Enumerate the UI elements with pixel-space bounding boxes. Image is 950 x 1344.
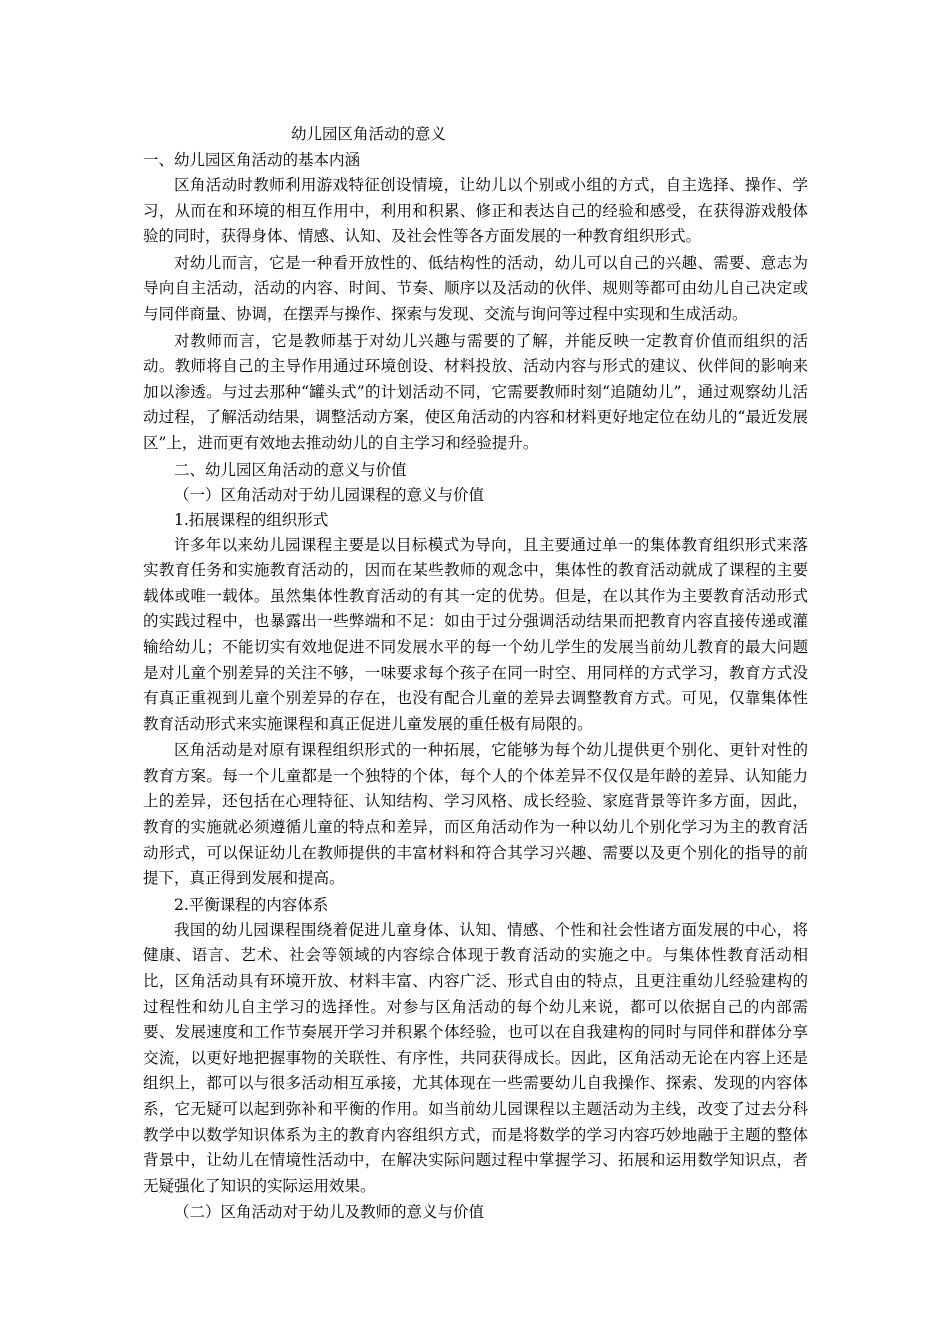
document-page <box>143 122 808 1225</box>
paragraph-4: 许多年以来幼儿园课程主要是以目标模式为导向，且主要通过单一的集体教育组织形式来落实教育任务和实施教育活动的，因而在某些教师的观念中，集体性的教育活动就成了课程的主要载体或唯一载体。虽然集体性教育活动的有其一定的优势。但是，在以其作为主要教育活动形式的实践过程中，也暴露出一些弊端和不足：如由于过分强调活动结果而把教育内容直接传递或灌输给幼儿；不能切实有效地促进不同发展水平的每一个幼儿学生的发展当前幼儿教育的最大问题是对儿童个别差异的关注不够，一味要求每个孩子在同一时空、用同样的方式学习，教育方式没有真正重视到儿童个别差异的存在，也没有配合儿童的差异去调整教育方式。可见，仅靠集体性教育活动形式来实施课程和真正促进儿童发展的重任极有局限的。 <box>143 535 808 733</box>
heading-2-1: （一）区角活动对于幼儿园课程的意义与价值 <box>174 485 485 504</box>
heading-2-1-1: 1.拓展课程的组织形式 <box>174 510 329 529</box>
heading-2-1-2: 2.平衡课程的内容体系 <box>174 895 329 914</box>
heading-2-2: （二）区角活动对于幼儿及教师的意义与价值 <box>174 1203 485 1222</box>
document-title: 幼儿园区角活动的意义 <box>291 125 447 143</box>
paragraph-6: 我国的幼儿园课程围绕着促进儿童身体、认知、情感、个性和社会性诸方面发展的中心，将健康、语言、艺术、社会等领域的内容综合体现于教育活动的实施之中。与集体性教育活动相比，区角活动具有环境开放、材料丰富、内容广泛、形式自由的特点，且更注重幼儿经验建构的过程性和幼儿自主学习的选择性。对参与区角活动的每个幼儿来说，都可以依据自己的内部需要、发展速度和工作节奏展开学习并积累个体经验，也可以在自我建构的同时与同伴和群体分享交流，以更好地把握事物的关联性、有序性，共同获得成长。因此，区角活动无论在内容上还是组织上，都可以与很多活动相互承接，尤其体现在一些需要幼儿自我操作、探索、发现的内容体系，它无疑可以起到弥补和平衡的作用。如当前幼儿园课程以主题活动为主线，改变了过去分科教学中以数学知识体系为主的教育内容组织方式，而是将数学的学习内容巧妙地融于主题的整体背景中，让幼儿在情境性活动中，在解决实际问题过程中掌握学习、拓展和运用数学知识点，者无疑强化了知识的实际运用效果。 <box>143 920 808 1195</box>
heading-2: 二、幼儿园区角活动的意义与价值 <box>174 460 407 479</box>
paragraph-1: 区角活动时教师利用游戏特征创设情境，让幼儿以个别或小组的方式，自主选择、操作、学习，从而在和环境的相互作用中，利用和积累、修正和表达自己的经验和感受，在获得游戏般体验的同时，获得身体、情感、认知、及社会性等各方面发展的一种教育组织形式。 <box>143 176 808 246</box>
paragraph-3: 对教师而言，它是教师基于对幼儿兴趣与需要的了解，并能反映一定教育价值而组织的活动。教师将自己的主导作用通过环境创设、材料投放、活动内容与形式的建议、伙伴间的影响来加以渗透。与过去那种“罐头式”的计划活动不同，它需要教师时刻“追随幼儿”，通过观察幼儿活动过程，了解活动结果，调整活动方案，使区角活动的内容和材料更好地定位在幼儿的“最近发展区”上，进而更有效地去推动幼儿的自主学习和经验提升。 <box>143 331 808 452</box>
paragraph-5: 区角活动是对原有课程组织形式的一种拓展，它能够为每个幼儿提供更个别化、更针对性的教育方案。每一个儿童都是一个独特的个体，每个人的个体差异不仅仅是年龄的差异、认知能力上的差异，还包括在心理特征、认知结构、学习风格、成长经验、家庭背景等许多方面，因此，教育的实施就必须遵循儿童的特点和差异，而区角活动作为一种以幼儿个别化学习为主的教育活动形式，可以保证幼儿在教师提供的丰富材料和符合其学习兴趣、需要以及更个别化的指导的前提下，真正得到发展和提高。 <box>143 741 808 888</box>
heading-1: 一、幼儿园区角活动的基本内涵 <box>143 151 361 169</box>
paragraph-2: 对幼儿而言，它是一种看开放性的、低结构性的活动，幼儿可以自己的兴趣、需要、意志为导向自主活动，活动的内容、时间、节奏、顺序以及活动的伙伴、规则等都可由幼儿自己决定或与同伴商量、协调，在摆弄与操作、探索与发现、交流与询问等过程中实现和生成活动。 <box>143 253 808 323</box>
